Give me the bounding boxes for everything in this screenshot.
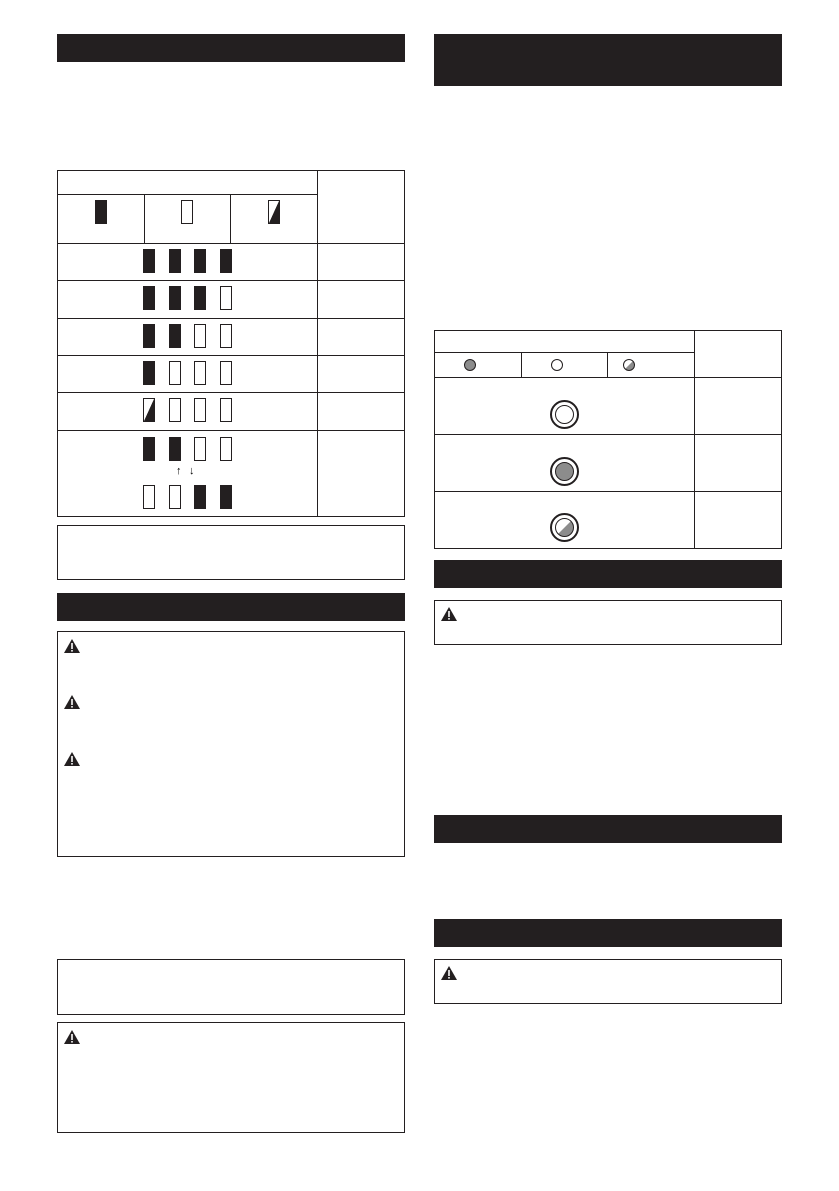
caution-box — [434, 600, 782, 645]
battery-lamp-on — [143, 324, 155, 348]
tool-lamp-inner — [555, 405, 574, 424]
warning-triangle-icon — [63, 694, 81, 710]
battery-lamp-off — [194, 361, 206, 385]
battery-lamp-off — [169, 398, 181, 422]
caution-box — [434, 959, 782, 1004]
table-divider — [607, 352, 608, 377]
table-divider — [57, 280, 405, 281]
arrow-up-icon: ↑ — [176, 465, 182, 477]
battery-lamp-on — [169, 324, 181, 348]
legend-lamp-on-icon — [464, 359, 476, 371]
tool-lamp-inner — [555, 462, 574, 481]
battery-lamp-off — [169, 361, 181, 385]
battery-lamp-on — [194, 286, 206, 310]
arrow-down-icon: ↓ — [189, 465, 195, 477]
section-header-bar-2 — [57, 593, 405, 621]
battery-lamp-off — [220, 437, 232, 461]
battery-lamp-off — [220, 361, 232, 385]
tool-lamp-on-icon — [550, 457, 579, 486]
warning-triangle-icon — [63, 1029, 81, 1045]
warning-triangle-icon — [63, 638, 81, 654]
table-divider — [57, 392, 405, 393]
caution-box — [57, 1022, 405, 1133]
table-divider — [521, 352, 522, 377]
battery-lamp-on — [169, 286, 181, 310]
battery-lamp-off — [220, 398, 232, 422]
legend-lamp-off — [181, 200, 193, 224]
note-box — [57, 525, 405, 580]
warning-triangle-icon — [63, 751, 81, 767]
table-divider — [230, 194, 231, 243]
table-divider — [57, 355, 405, 356]
note-box — [57, 959, 405, 1015]
battery-lamp-off — [220, 324, 232, 348]
tool-lamp-table — [434, 330, 782, 549]
table-divider — [57, 430, 405, 431]
battery-lamp-off — [194, 437, 206, 461]
battery-lamp-off — [194, 398, 206, 422]
battery-lamp-blink — [143, 398, 155, 422]
table-divider — [144, 194, 145, 243]
legend-lamp-off-icon — [551, 359, 563, 371]
battery-lamp-on — [143, 249, 155, 273]
table-divider — [434, 352, 695, 353]
battery-lamp-on — [169, 249, 181, 273]
table-divider — [317, 170, 318, 517]
battery-lamp-on — [220, 485, 232, 509]
legend-lamp-blinking — [268, 200, 280, 224]
battery-lamp-off — [143, 485, 155, 509]
section-header-bar-6 — [434, 919, 782, 947]
section-header-bar-5 — [434, 815, 782, 843]
warning-triangle-icon — [440, 606, 458, 622]
table-divider — [434, 491, 782, 492]
battery-lamp-off — [194, 324, 206, 348]
battery-lamp-on — [143, 437, 155, 461]
tool-lamp-off-icon — [550, 400, 579, 429]
tool-lamp-inner — [555, 518, 574, 537]
legend-lamp-lighted — [95, 200, 107, 224]
battery-lamp-on — [220, 249, 232, 273]
tool-lamp-blinking-icon — [550, 513, 579, 542]
table-divider — [57, 194, 318, 195]
table-divider — [694, 330, 695, 549]
table-divider — [434, 434, 782, 435]
section-header-bar-1 — [57, 34, 405, 62]
section-header-bar-3 — [434, 34, 782, 86]
battery-lamp-off — [169, 485, 181, 509]
battery-lamp-on — [194, 485, 206, 509]
caution-box — [57, 631, 405, 857]
battery-lamp-on — [143, 361, 155, 385]
section-header-bar-4 — [434, 560, 782, 588]
battery-lamp-off — [220, 286, 232, 310]
battery-lamp-on — [143, 286, 155, 310]
table-divider — [57, 243, 405, 244]
battery-lamp-on — [194, 249, 206, 273]
battery-lamp-on — [169, 437, 181, 461]
table-divider — [434, 377, 782, 378]
legend-lamp-blinking-icon — [623, 359, 635, 371]
warning-triangle-icon — [440, 965, 458, 981]
table-divider — [57, 318, 405, 319]
